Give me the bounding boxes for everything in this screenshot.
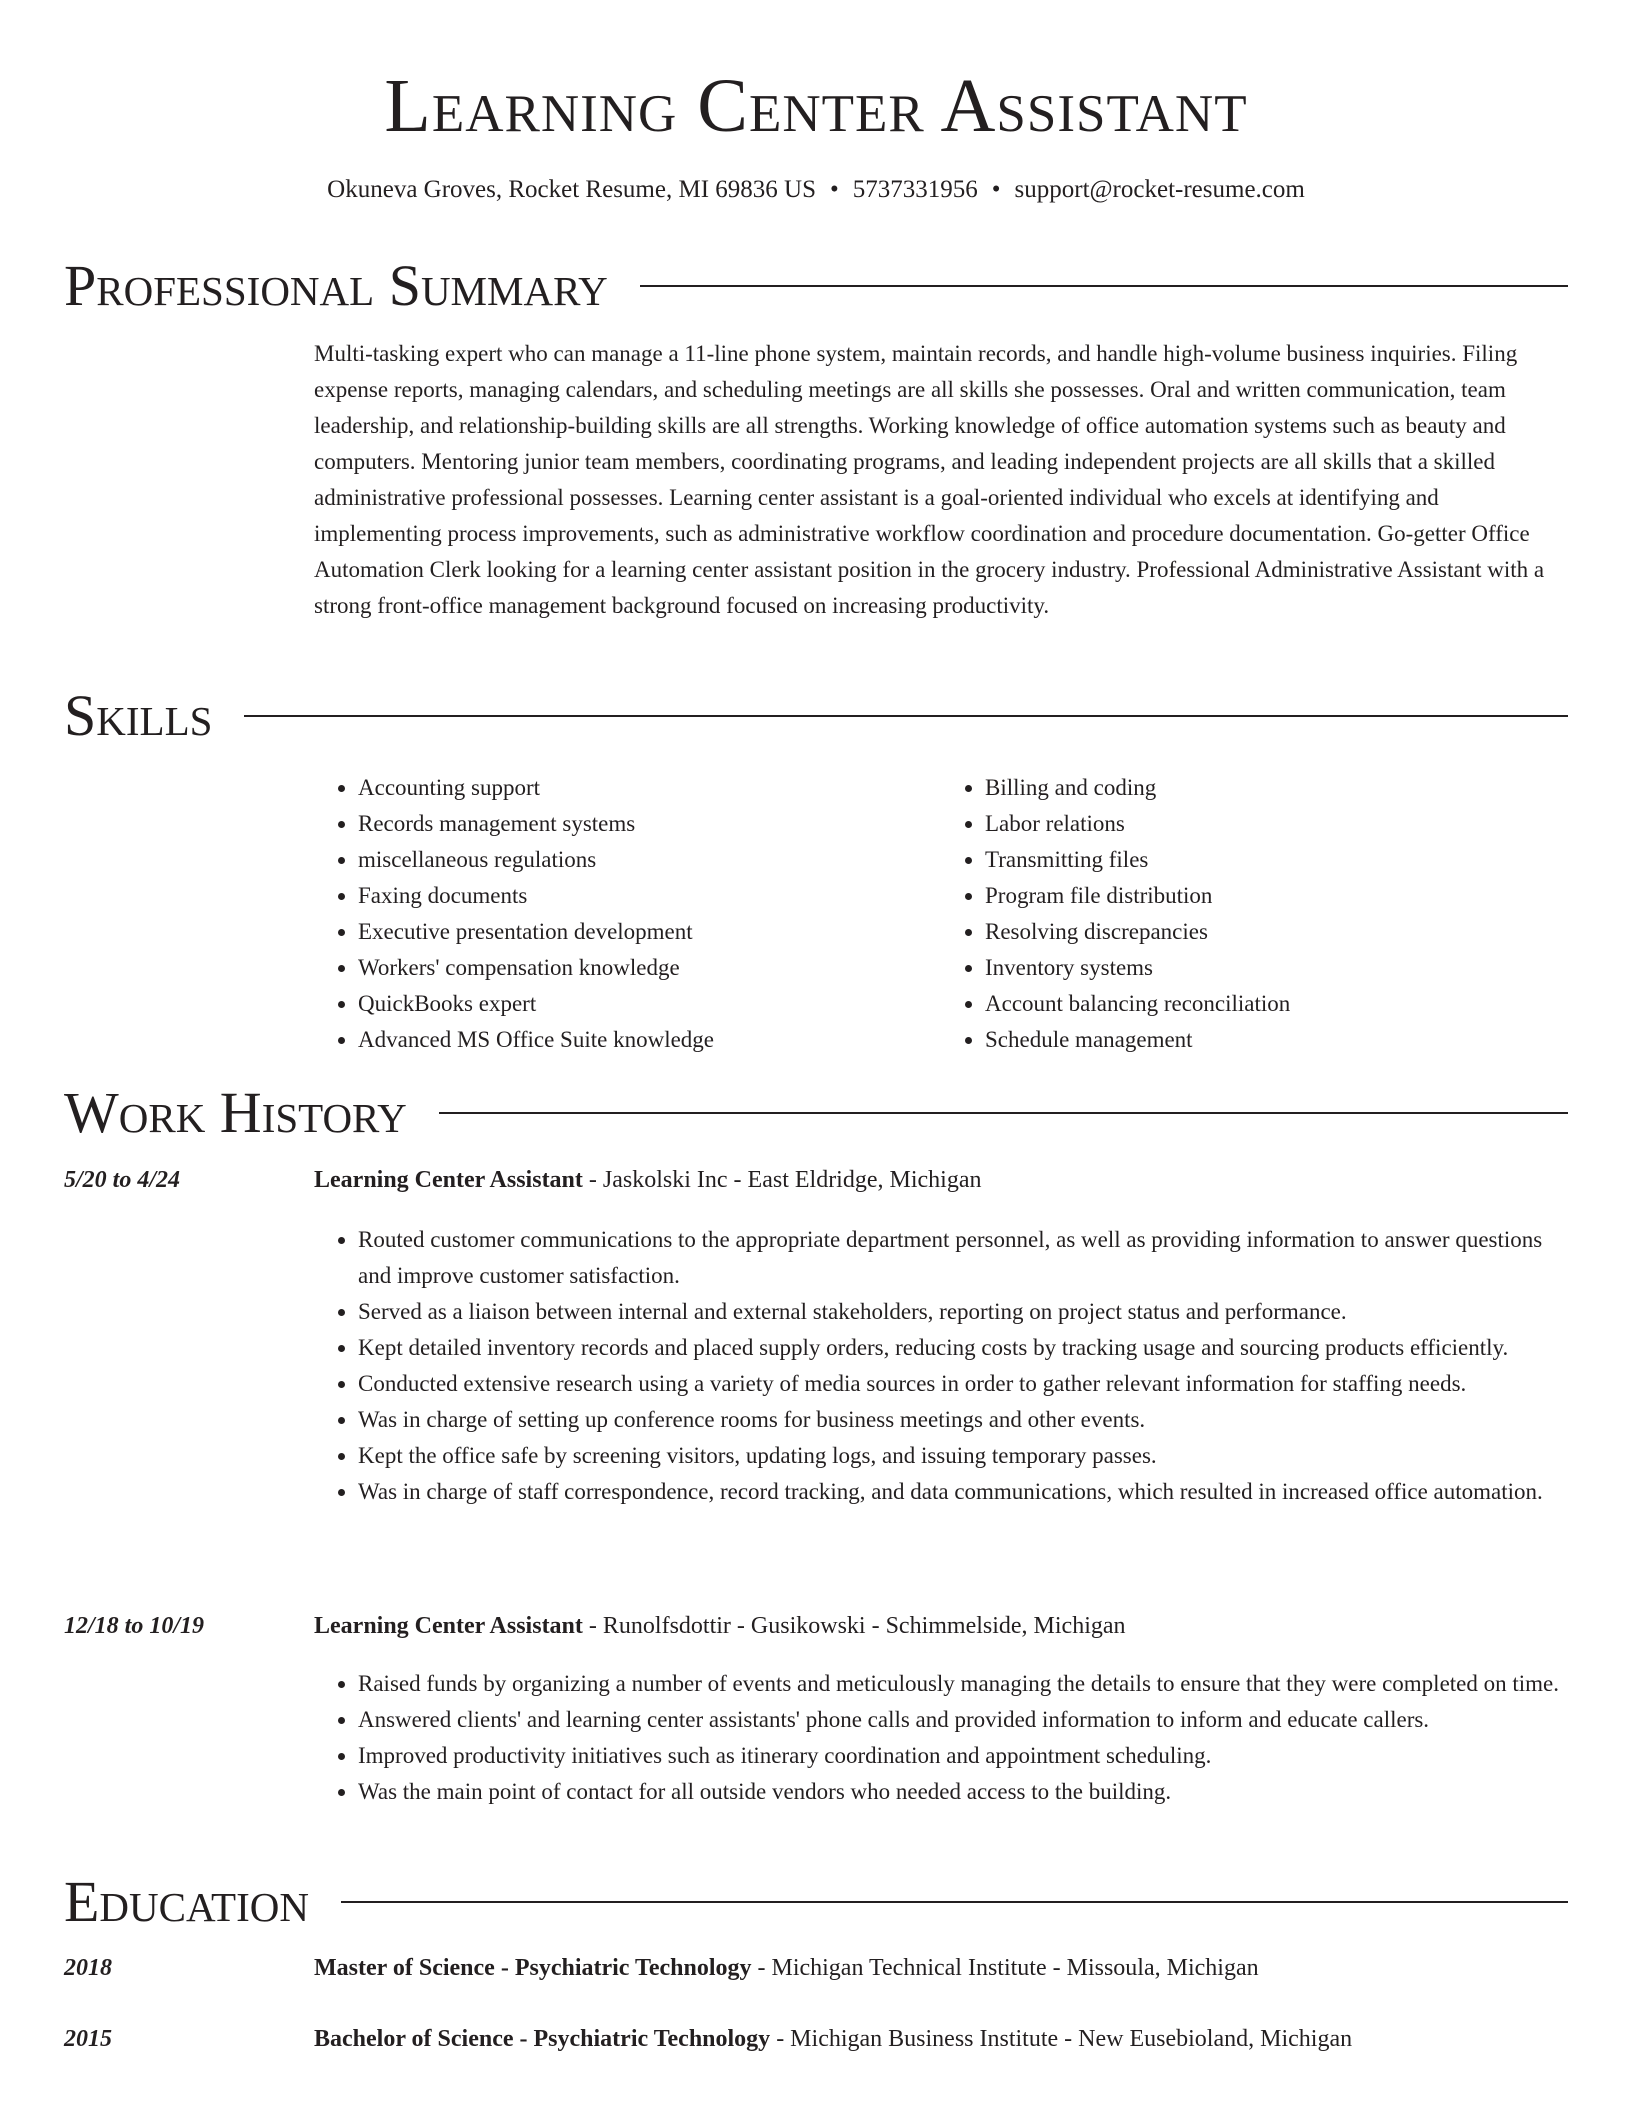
- job-bullet: • Routed customer communications to the appropriate department personnel, as well as providing information to answer questions and improve customer satisfaction.: [358, 1222, 1568, 1294]
- contact-email: support@rocket-resume.com: [1014, 176, 1305, 203]
- section-header-skills: [64, 681, 1568, 751]
- resume-name: Learning Center Assistant: [384, 64, 1248, 148]
- skill-item: • Resolving discrepancies: [985, 914, 1568, 950]
- job-dates: 12/18 to 10/19: [64, 1613, 205, 1639]
- section-header-summary: [64, 251, 1568, 321]
- skill-item: • Advanced MS Office Suite knowledge: [358, 1022, 941, 1058]
- skill-item: • miscellaneous regulations: [358, 842, 941, 878]
- job-title: Learning Center Assistant: [314, 1613, 583, 1639]
- summary-body: [314, 336, 1568, 624]
- job-bullet: • Served as a liaison between internal and external stakeholders, reporting on project status and performance.: [358, 1294, 1568, 1330]
- skill-item: • Labor relations: [985, 806, 1568, 842]
- job-bullet: • Answered clients' and learning center assistants' phone calls and provided information to inform and educate callers.: [358, 1702, 1568, 1738]
- contact-separator: •: [991, 176, 1001, 203]
- section-header-work: [64, 1078, 1568, 1148]
- skill-item: • Program file distribution: [985, 878, 1568, 914]
- skill-item: • Workers' compensation knowledge: [358, 950, 941, 986]
- education-school: - Michigan Technical Institute - Missoula, Michigan: [751, 1955, 1259, 1981]
- skill-item: • Accounting support: [358, 770, 941, 806]
- education-entry: [314, 1950, 1568, 1986]
- job-heading: [314, 1608, 1568, 1644]
- section-title-work: Work History: [64, 1080, 407, 1145]
- contact-address: Okuneva Groves, Rocket Resume, MI 69836 US: [327, 176, 816, 203]
- job-bullet: • Was the main point of contact for all outside vendors who needed access to the building.: [358, 1774, 1568, 1810]
- job-bullet: • Was in charge of staff correspondence, record tracking, and data communications, which resulted in increased office automation.: [358, 1474, 1568, 1510]
- job-bullet: • Improved productivity initiatives such as itinerary coordination and appointment scheduling.: [358, 1738, 1568, 1774]
- section-divider: [640, 285, 1568, 287]
- education-year: 2018: [64, 1955, 112, 1981]
- skills-list-left: [314, 770, 941, 1058]
- skill-item: • Inventory systems: [985, 950, 1568, 986]
- contact-separator: •: [830, 176, 839, 203]
- summary-text: Multi-tasking expert who can manage a 11-line phone system, maintain records, and handle high-volume business inquiries. Filing expense reports, managing calendars, and scheduling meetings are all skills she possesses. Oral and written communication, team leadership, and relationship-building skills are all strengths. Working knowledge of office automation systems such as beauty and computers. Mentoring junior team members, coordinating programs, and leading independent projects are all skills that a skilled administrative professional possesses. Learning center assistant is a goal-oriented individual who excels at identifying and implementing process improvements, such as administrative workflow coordination and procedure documentation. Go-getter Office Automation Clerk looking for a learning center assistant position in the grocery industry. Professional Administrative Assistant with a strong front-office management background focused on increasing productivity.: [314, 341, 1545, 618]
- section-title-skills: Skills: [64, 683, 213, 748]
- job-employer: - Jaskolski Inc - East Eldridge, Michigan: [582, 1167, 982, 1193]
- section-divider: [341, 1901, 1568, 1903]
- job-heading: [314, 1162, 1568, 1198]
- skill-item: • QuickBooks expert: [358, 986, 941, 1022]
- section-header-education: [64, 1867, 1568, 1937]
- job-bullet: • Kept detailed inventory records and placed supply orders, reducing costs by tracking usage and sourcing products efficiently.: [358, 1330, 1568, 1366]
- job-bullet: • Was in charge of setting up conference rooms for business meetings and other events.: [358, 1402, 1568, 1438]
- job-bullet: • Conducted extensive research using a variety of media sources in order to gather relevant information for staffing needs.: [358, 1366, 1568, 1402]
- skill-item: • Schedule management: [985, 1022, 1568, 1058]
- contact-phone: 5737331956: [852, 176, 978, 203]
- job-responsibilities: [314, 1222, 1568, 1510]
- contact-line: [0, 172, 1632, 208]
- section-divider: [244, 715, 1568, 717]
- job-bullet: • Kept the office safe by screening visitors, updating logs, and issuing temporary passes.: [358, 1438, 1568, 1474]
- education-entry: [314, 2021, 1568, 2057]
- job-dates: 5/20 to 4/24: [64, 1167, 181, 1193]
- job-employer: - Runolfsdottir - Gusikowski - Schimmelside, Michigan: [582, 1613, 1126, 1639]
- section-title-education: Education: [64, 1869, 309, 1934]
- skill-item: • Account balancing reconciliation: [985, 986, 1568, 1022]
- skill-item: • Billing and coding: [985, 770, 1568, 806]
- skill-item: • Executive presentation development: [358, 914, 941, 950]
- education-school: - Michigan Business Institute - New Eusebioland, Michigan: [770, 2026, 1353, 2052]
- job-responsibilities: [314, 1666, 1568, 1810]
- skill-item: • Records management systems: [358, 806, 941, 842]
- skill-item: • Transmitting files: [985, 842, 1568, 878]
- education-year: 2015: [64, 2026, 112, 2052]
- skills-list-right: [941, 770, 1568, 1058]
- skills-columns: [314, 770, 1568, 1058]
- job-title: Learning Center Assistant: [314, 1167, 583, 1193]
- job-bullet: • Raised funds by organizing a number of events and meticulously managing the details to ensure that they were completed on time.: [358, 1666, 1568, 1702]
- education-degree: Master of Science - Psychiatric Technology: [314, 1955, 752, 1981]
- education-degree: Bachelor of Science - Psychiatric Technology: [314, 2026, 771, 2052]
- section-title-summary: Professional Summary: [64, 253, 608, 318]
- skill-item: • Faxing documents: [358, 878, 941, 914]
- section-divider: [439, 1112, 1568, 1114]
